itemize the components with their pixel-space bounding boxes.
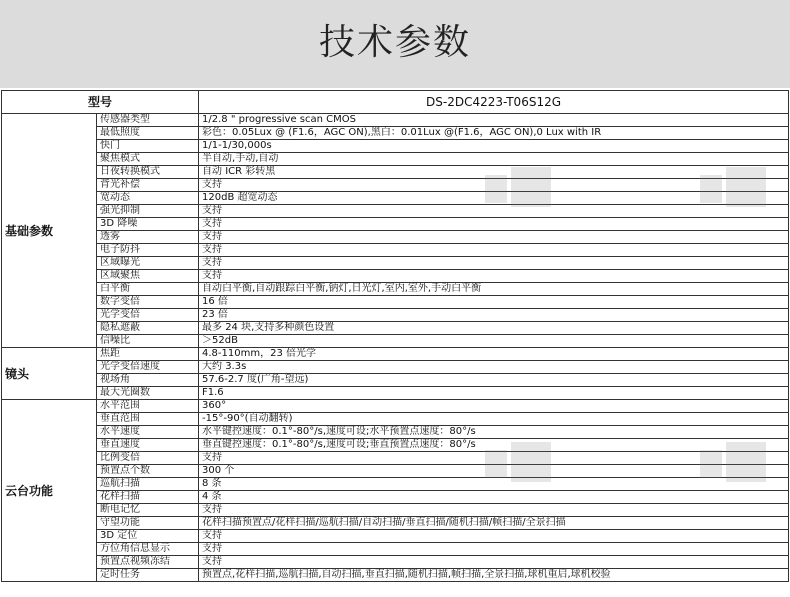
- param-name: 信噪比: [97, 335, 199, 348]
- spec-row: [2, 309, 789, 322]
- param-name: 垂直速度: [97, 439, 199, 452]
- param-name: 隐私遮蔽: [97, 322, 199, 335]
- spec-row: [2, 192, 789, 205]
- param-value: 4 条: [199, 491, 789, 504]
- spec-row: [2, 517, 789, 530]
- spec-row: [2, 504, 789, 517]
- spec-row: [2, 244, 789, 257]
- param-name: 花样扫描: [97, 491, 199, 504]
- spec-row: [2, 231, 789, 244]
- param-value: 支持: [199, 504, 789, 517]
- spec-row: [2, 569, 789, 582]
- param-name: 宽动态: [97, 192, 199, 205]
- spec-row: [2, 270, 789, 283]
- param-value: 1/1-1/30,000s: [199, 140, 789, 153]
- spec-row: [2, 153, 789, 166]
- model-value: DS-2DC4223-T06S12G: [199, 91, 789, 114]
- param-name: 白平衡: [97, 283, 199, 296]
- spec-row: [2, 400, 789, 413]
- spec-row: [2, 361, 789, 374]
- spec-table: [1, 90, 789, 582]
- spec-row: [2, 530, 789, 543]
- spec-row: [2, 387, 789, 400]
- param-name: 方位角信息显示: [97, 543, 199, 556]
- param-name: 最大光圈数: [97, 387, 199, 400]
- param-name: 光学变倍速度: [97, 361, 199, 374]
- param-value: 4.8-110mm，23 倍光学: [199, 348, 789, 361]
- group-label: 基础参数: [2, 114, 97, 348]
- param-value: 8 条: [199, 478, 789, 491]
- param-value: 半自动,手动,自动: [199, 153, 789, 166]
- param-name: 聚焦模式: [97, 153, 199, 166]
- page-title: 技术参数: [318, 22, 471, 63]
- param-name: 最低照度: [97, 127, 199, 140]
- param-value: 预置点,花样扫描,巡航扫描,自动扫描,垂直扫描,随机扫描,帧扫描,全景扫描,球机重启,球机校验: [199, 569, 789, 582]
- group-label: 云台功能: [2, 400, 97, 582]
- param-name: 视场角: [97, 374, 199, 387]
- param-value: 1/2.8 " progressive scan CMOS: [199, 114, 789, 127]
- param-value: 支持: [199, 556, 789, 569]
- param-value: 支持: [199, 244, 789, 257]
- param-value: 彩色：0.05Lux @ (F1.6，AGC ON),黑白：0.01Lux @(F1.6，AGC ON),0 Lux with IR: [199, 127, 789, 140]
- param-value: ＞52dB: [199, 335, 789, 348]
- param-name: 光学变倍: [97, 309, 199, 322]
- param-value: F1.6: [199, 387, 789, 400]
- param-value: 300 个: [199, 465, 789, 478]
- spec-row: [2, 413, 789, 426]
- param-value: 支持: [199, 218, 789, 231]
- spec-row: [2, 348, 789, 361]
- param-value: 支持: [199, 543, 789, 556]
- param-name: 区域曝光: [97, 257, 199, 270]
- spec-row: [2, 257, 789, 270]
- spec-row: [2, 426, 789, 439]
- param-name: 垂直范围: [97, 413, 199, 426]
- param-value: -15°-90°(自动翻转): [199, 413, 789, 426]
- spec-row: [2, 140, 789, 153]
- model-label: 型号: [2, 91, 199, 114]
- spec-row: [2, 556, 789, 569]
- param-name: 传感器类型: [97, 114, 199, 127]
- spec-row: [2, 205, 789, 218]
- param-name: 3D 定位: [97, 530, 199, 543]
- spec-table-body: [2, 91, 789, 582]
- spec-row: [2, 179, 789, 192]
- param-name: 比例变倍: [97, 452, 199, 465]
- param-value: 16 倍: [199, 296, 789, 309]
- spec-row: [2, 374, 789, 387]
- param-name: 水平范围: [97, 400, 199, 413]
- spec-row: [2, 322, 789, 335]
- param-name: 日夜转换模式: [97, 166, 199, 179]
- param-value: 支持: [199, 205, 789, 218]
- param-name: 强光抑制: [97, 205, 199, 218]
- param-name: 区域聚焦: [97, 270, 199, 283]
- param-name: 断电记忆: [97, 504, 199, 517]
- spec-row: [2, 439, 789, 452]
- param-value: 57.6-2.7 度(广角-望远): [199, 374, 789, 387]
- param-name: 电子防抖: [97, 244, 199, 257]
- param-value: 支持: [199, 231, 789, 244]
- spec-row: [2, 465, 789, 478]
- param-name: 快门: [97, 140, 199, 153]
- param-name: 巡航扫描: [97, 478, 199, 491]
- spec-row: [2, 218, 789, 231]
- param-value: 支持: [199, 179, 789, 192]
- param-name: 焦距: [97, 348, 199, 361]
- param-value: 支持: [199, 530, 789, 543]
- param-name: 数字变倍: [97, 296, 199, 309]
- param-value: 水平键控速度：0.1°-80°/s,速度可设;水平预置点速度：80°/s: [199, 426, 789, 439]
- param-name: 水平速度: [97, 426, 199, 439]
- param-value: 花样扫描预置点/花样扫描/巡航扫描/自动扫描/垂直扫描/随机扫描/帧扫描/全景扫描: [199, 517, 789, 530]
- param-name: 守望功能: [97, 517, 199, 530]
- param-value: 120dB 超宽动态: [199, 192, 789, 205]
- param-value: 360°: [199, 400, 789, 413]
- param-name: 定时任务: [97, 569, 199, 582]
- param-name: 预置点视频冻结: [97, 556, 199, 569]
- param-name: 预置点个数: [97, 465, 199, 478]
- param-value: 自动白平衡,自动跟踪白平衡,钠灯,日光灯,室内,室外,手动白平衡: [199, 283, 789, 296]
- spec-row: [2, 543, 789, 556]
- spec-row: [2, 114, 789, 127]
- spec-row: [2, 335, 789, 348]
- param-value: 支持: [199, 452, 789, 465]
- param-value: 最多 24 块,支持多种颜色设置: [199, 322, 789, 335]
- param-name: 背光补偿: [97, 179, 199, 192]
- param-value: 支持: [199, 257, 789, 270]
- param-value: 大约 3.3s: [199, 361, 789, 374]
- param-value: 23 倍: [199, 309, 789, 322]
- param-name: 3D 降噪: [97, 218, 199, 231]
- param-value: 自动 ICR 彩转黑: [199, 166, 789, 179]
- spec-row: [2, 166, 789, 179]
- spec-row: [2, 296, 789, 309]
- param-name: 透雾: [97, 231, 199, 244]
- spec-row: [2, 283, 789, 296]
- param-value: 支持: [199, 270, 789, 283]
- model-row: [2, 91, 789, 114]
- spec-row: [2, 127, 789, 140]
- group-label: 镜头: [2, 348, 97, 400]
- spec-row: [2, 478, 789, 491]
- spec-row: [2, 452, 789, 465]
- spec-row: [2, 491, 789, 504]
- param-value: 垂直键控速度：0.1°-80°/s,速度可设;垂直预置点速度：80°/s: [199, 439, 789, 452]
